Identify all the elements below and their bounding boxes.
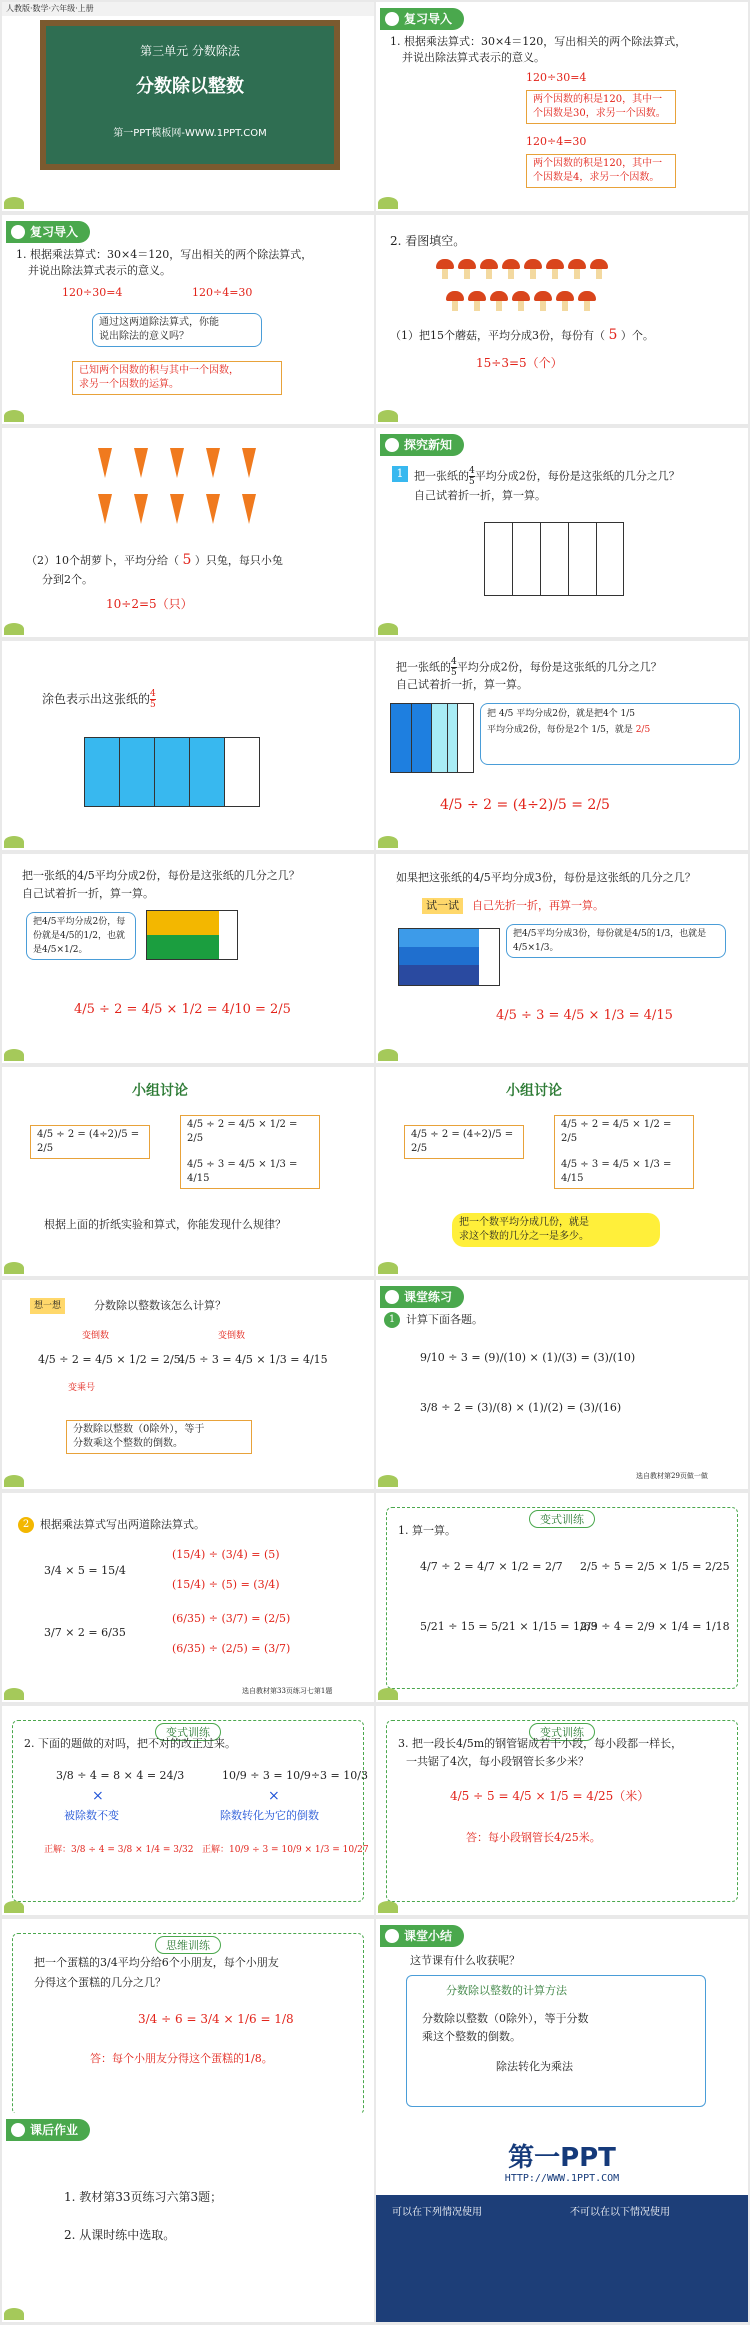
fold-line (447, 704, 448, 772)
question-text: 把一张纸的4/5平均分成2份，每份是这张纸的几分之几？ (22, 869, 300, 882)
homework-1: 1. 教材第33页练习六第3题； (64, 2190, 223, 2204)
mushroom-icon (446, 291, 464, 311)
explain-2a: 平均分成2份，每份是2个 (487, 725, 589, 735)
question-text-2: 自己试着折一折，算一算。 (396, 678, 528, 691)
slide-color-paper (2, 641, 374, 850)
section-tag: 探究新知 (380, 434, 464, 456)
div-3: (6/35) ÷ (3/7) = (2/5) (172, 1612, 291, 1625)
variant-badge: 变式训练 (529, 1510, 595, 1528)
meaning-2a: 两个因数的积是120，其中一 (533, 158, 663, 169)
equation: 3/4 ÷ 6 = 3/4 × 1/6 = 1/8 (138, 2012, 294, 2026)
calc-d: 2/9 ÷ 4 = 2/9 × 1/4 = 1/18 (580, 1620, 730, 1633)
fix-2: 正解：10/9 ÷ 3 = 10/9 × 1/3 = 10/27 (202, 1845, 369, 1855)
slide-explore-2 (376, 641, 748, 850)
question-text-2: 自己试着折一折，算一算。 (414, 489, 546, 502)
bubble-1b: 说出除法的意义吗？ (99, 331, 189, 342)
question-text: 计算下面各题。 (406, 1313, 483, 1326)
grass-decoration (376, 1469, 404, 1489)
try-text: 自己先折一折，再算一算。 (472, 899, 604, 912)
question-text-2: 并说出除法算式表示的意义。 (28, 264, 171, 277)
explain-1a: 把 (487, 709, 497, 719)
fold-line (540, 522, 541, 596)
carrot-icon (242, 494, 256, 524)
slide-carrots (2, 428, 374, 637)
carrot-icon (170, 494, 184, 524)
summary-title: 分数除以整数的计算方法 (446, 1984, 567, 1997)
rule-2: 乘这个整数的倒数。 (422, 2030, 521, 2043)
rule-box (66, 1420, 252, 1454)
eq-box-a: 4/5 ÷ 2 = (4÷2)/5 = 2/5 (404, 1125, 524, 1159)
question-text: 1. 算一算。 (398, 1524, 456, 1537)
slide-title (2, 2, 374, 211)
div-4: (6/35) ÷ (2/5) = (3/7) (172, 1642, 291, 1655)
frac-den: 5 (469, 477, 475, 487)
equation: 4/5 ÷ 3 = 4/5 × 1/3 = 4/15 (496, 1008, 673, 1023)
mushroom-icon (534, 291, 552, 311)
fill-suffix: ）个。 (620, 329, 654, 342)
number-badge: 2 (18, 1517, 34, 1533)
div-2: (15/4) ÷ (5) = (3/4) (172, 1578, 280, 1591)
section-tag: 复习导入 (380, 8, 464, 30)
frac-num: 4 (451, 657, 457, 667)
fill-answer: 5 (608, 327, 618, 343)
grass-decoration (376, 617, 404, 637)
mushroom-icon (524, 259, 542, 279)
explain-1b: 平均分成2份，就是把4个 (516, 709, 618, 719)
frac-den: 5 (150, 700, 156, 710)
site-label: 第一PPT模板网-WWW.1PPT.COM (113, 128, 267, 139)
slide-mushrooms (376, 215, 748, 424)
grass-decoration (2, 1043, 30, 1063)
eq-box-a: 4/5 ÷ 2 = (4÷2)/5 = 2/5 (30, 1125, 150, 1159)
equation-2: 4/5 ÷ 3 = 4/5 × 1/3 = 4/15 (178, 1353, 328, 1366)
grass-decoration (2, 1895, 30, 1915)
footer-col-1: 可以在下列情况使用 (392, 2207, 482, 2218)
paper-shape (484, 522, 624, 596)
div-1: (15/4) ÷ (3/4) = (5) (172, 1548, 280, 1561)
question-text: 3. 把一段长4/5m的钢管锯成若干小段，每小段都一样长， (398, 1737, 683, 1750)
explain-bubble: 把4/5平均分成2份，每份就是4/5的1/2，也就是4/5×1/2。 (26, 912, 136, 960)
green-region (147, 935, 219, 959)
frac-den: 5 (451, 668, 457, 678)
chalkboard (40, 20, 340, 170)
comment-2: 除数转化为它的倒数 (220, 1809, 319, 1822)
bubble-2a: 已知两个因数的积与其中一个因数， (79, 365, 239, 376)
explain-box (480, 703, 740, 765)
eq-c: 4/5 ÷ 3 = 4/5 × 1/3 = 4/15 (561, 1159, 672, 1184)
fill-line-2: 分到2个。 (42, 573, 93, 586)
mushroom-icon (578, 291, 596, 311)
light-region (431, 704, 457, 772)
equation-2: 120÷4=30 (192, 286, 253, 299)
slide-explore-3 (2, 854, 374, 1063)
bubble-2b: 求另一个因数的运算。 (79, 379, 179, 390)
number-badge: 1 (392, 466, 408, 482)
question-text-2: 分得这个蛋糕的几分之几？ (34, 1976, 166, 1989)
carrot-icon (170, 448, 184, 478)
meaning-box-2 (526, 154, 676, 188)
try-label: 试一试 (422, 898, 463, 914)
equation-1: 120÷30=4 (62, 286, 123, 299)
insight-2: 求这个数的几分之一是多少。 (459, 1231, 589, 1242)
mushroom-icon (512, 291, 530, 311)
blue-row (399, 965, 479, 985)
grass-decoration (376, 830, 404, 850)
fill-suffix: ）只兔，每只小兔 (194, 554, 283, 567)
calc-a: 4/7 ÷ 2 = 4/7 × 1/2 = 2/7 (420, 1560, 563, 1573)
mushroom-icon (458, 259, 476, 279)
equation: 10÷2=5（只） (106, 597, 193, 611)
slide-explore-1 (376, 428, 748, 637)
question-text: 根据乘法算式写出两道除法算式。 (40, 1518, 205, 1531)
think-label: 想一想 (30, 1298, 65, 1314)
grass-decoration (376, 1682, 404, 1702)
q-prefix: 把一张纸的 (396, 660, 451, 674)
mushroom-icon (468, 291, 486, 311)
fold-line (568, 522, 569, 596)
comment-1: 被除数不变 (64, 1809, 119, 1822)
fix-1: 正解：3/8 ÷ 4 = 3/8 × 1/4 = 3/32 (44, 1845, 194, 1855)
meaning-1b: 个因数是30，求另一个因数。 (533, 108, 666, 119)
mushroom-icon (590, 259, 608, 279)
fold-line (189, 738, 190, 806)
eq-c: 4/5 ÷ 3 = 4/5 × 1/3 = 4/15 (187, 1159, 298, 1184)
bubble-1a: 通过这两道除法算式，你能 (99, 317, 219, 328)
grass-decoration (2, 1469, 30, 1489)
homework-2: 2. 从课时练中选取。 (64, 2228, 176, 2242)
eq-box-bc (554, 1115, 694, 1189)
answer: 答：每小段钢管长4/25米。 (466, 1831, 601, 1844)
question-text: 这节课有什么收获呢？ (410, 1954, 520, 1967)
fold-line (119, 738, 120, 806)
rule-1: 分数除以整数（0除外），等于分数 (422, 2012, 589, 2025)
fill-answer: 5 (182, 552, 192, 568)
source-note: 选自教材第29页做一做 (636, 1472, 708, 1480)
explain-1: 把 4/5 平均分成2份，就是把4个 1/5 (487, 709, 636, 719)
calc-row-1: 9/10 ÷ 3 = (9)/(10) × (1)/(3) = (3)/(10) (420, 1351, 636, 1364)
fold-line (431, 704, 432, 772)
grass-decoration (2, 2302, 30, 2322)
footer-url: HTTP://WWW.1PPT.COM (504, 2173, 620, 2184)
wrong-mark-1: × (92, 1788, 104, 1804)
instruction-text: 涂色表示出这张纸的 (42, 692, 151, 706)
variant-badge: 变式训练 (155, 1723, 221, 1741)
footer-logo: 第一PPT (508, 2143, 616, 2173)
grass-decoration (2, 830, 30, 850)
slide-variant-3 (376, 1706, 748, 1915)
question-bubble (92, 313, 262, 347)
question-text (396, 657, 662, 678)
wrong-2: 10/9 ÷ 3 = 10/9÷3 = 10/3 (222, 1769, 368, 1782)
grass-decoration (2, 617, 30, 637)
meaning-1a: 两个因数的积是120，其中一 (533, 94, 663, 105)
rule-2: 分数乘这个整数的倒数。 (73, 1438, 183, 1449)
fold-line (154, 738, 155, 806)
grass-decoration (2, 404, 30, 424)
footer-panel (376, 2195, 748, 2322)
mushroom-icon (480, 259, 498, 279)
section-tag: 课后作业 (6, 2119, 90, 2141)
paper-shape (398, 928, 500, 986)
grass-decoration (376, 1256, 404, 1276)
fold-line (457, 704, 458, 772)
mult-2: 3/7 × 2 = 6/35 (44, 1626, 126, 1639)
label-reciprocal-1: 变倒数 (82, 1331, 110, 1341)
grass-decoration (2, 1256, 30, 1276)
equation: 4/5 ÷ 2 = (4÷2)/5 = 2/5 (440, 797, 610, 813)
mushroom-icon (556, 291, 574, 311)
carrot-icon (98, 494, 112, 524)
calc-b: 2/5 ÷ 5 = 2/5 × 1/5 = 2/25 (580, 1560, 730, 1573)
explain-2: 平均分成2份，每份是2个 1/5，就是 2/5 (487, 725, 651, 735)
yellow-region (147, 911, 219, 935)
wrong-1: 3/8 ÷ 4 = 8 × 4 = 24/3 (56, 1769, 185, 1782)
slide-review-1 (376, 2, 748, 211)
answer-box (72, 361, 282, 395)
header-label: 人教版·数学·六年级·上册 (2, 2, 374, 16)
slide-practice-1 (376, 1280, 748, 1489)
explain-bubble: 把4/5平均分成3份，每份就是4/5的1/3，也就是4/5×1/3。 (506, 924, 726, 958)
section-tag: 复习导入 (6, 221, 90, 243)
eq-box-bc (180, 1115, 320, 1189)
explain-result: 2/5 (635, 725, 651, 735)
grass-decoration (376, 191, 404, 211)
question-text-2: 一共锯了4次，每小段钢管长多少米？ (406, 1755, 589, 1768)
question-text: 把一个蛋糕的3/4平均分给6个小朋友，每个小朋友 (34, 1956, 279, 1969)
question-text: 分数除以整数该怎么计算？ (94, 1299, 226, 1312)
grass-decoration (2, 1682, 30, 1702)
slide-explore-4 (376, 854, 748, 1063)
group-title: 小组讨论 (132, 1083, 188, 1099)
frac-num: 4 (469, 466, 475, 476)
carrot-icon (206, 448, 220, 478)
grass-decoration (376, 1895, 404, 1915)
paper-shape (84, 737, 260, 807)
blue-row (399, 929, 479, 947)
fold-line (512, 522, 513, 596)
equation: 4/5 ÷ 5 = 4/5 × 1/5 = 4/25（米） (450, 1789, 650, 1803)
thinking-badge: 思维训练 (155, 1936, 221, 1954)
insight-1: 把一个数平均分成几份，就是 (459, 1217, 589, 1228)
fill-line (390, 327, 654, 344)
slide-homework (2, 2113, 374, 2322)
slide-group-2 (376, 1067, 748, 1276)
equation-2: 120÷4=30 (526, 135, 587, 148)
slide-group-1 (2, 1067, 374, 1276)
grass-decoration (376, 1043, 404, 1063)
label-multiply: 变乘号 (68, 1383, 96, 1393)
instruction (42, 689, 156, 710)
equation: 15÷3=5（个） (476, 356, 563, 370)
q-suffix: 平均分成2份，每份是这张纸的几分之几？ (474, 469, 680, 483)
question-text: 如果把这张纸的4/5平均分成3份，每份是这张纸的几分之几？ (396, 871, 696, 884)
slide-variant-2 (2, 1706, 374, 1915)
question-text: 根据上面的折纸实验和算式，你能发现什么规律？ (44, 1218, 286, 1231)
question-text: 2. 下面的题做的对吗，把不对的改正过来。 (24, 1737, 236, 1750)
grass-decoration (2, 191, 30, 211)
section-tag: 课堂练习 (380, 1286, 464, 1308)
fold-line (224, 738, 225, 806)
shaded-region (85, 738, 225, 806)
paper-shape (390, 703, 474, 773)
source-note: 选自教材第33页练习七第1题 (242, 1687, 333, 1695)
fill-prefix: （2）10个胡萝卜，平均分给（ (26, 554, 179, 567)
fill-line (26, 552, 283, 569)
carrot-icon (134, 494, 148, 524)
answer: 答：每个小朋友分得这个蛋糕的1/8。 (90, 2052, 273, 2065)
slide-review-2 (2, 215, 374, 424)
group-title: 小组讨论 (506, 1083, 562, 1099)
rule-1: 分数除以整数（0除外），等于 (73, 1424, 205, 1435)
q-prefix: 把一张纸的 (414, 469, 469, 483)
carrot-icon (98, 448, 112, 478)
slide-thinking (2, 1919, 374, 2128)
mushroom-icon (436, 259, 454, 279)
carrot-icon (206, 494, 220, 524)
number-badge: 1 (384, 1312, 400, 1328)
question-text: 2. 看图填空。 (390, 234, 466, 248)
wrong-mark-2: × (268, 1788, 280, 1804)
slide-summary (376, 1919, 748, 2128)
blue-row (399, 947, 479, 965)
rule-3: 除法转化为乘法 (496, 2060, 573, 2073)
slide-practice-2 (2, 1493, 374, 1702)
question-text: 1. 根据乘法算式：30×4＝120，写出相关的两个除法算式， (16, 248, 313, 261)
mushroom-icon (490, 291, 508, 311)
mushroom-icon (568, 259, 586, 279)
question-text-2: 自己试着折一折，算一算。 (22, 887, 154, 900)
fold-line (596, 522, 597, 596)
insight-bubble (452, 1213, 660, 1247)
explain-2b: ，就是 (605, 725, 633, 735)
frac-num: 4 (150, 689, 156, 699)
variant-badge: 变式训练 (529, 1723, 595, 1741)
page-title: 分数除以整数 (136, 76, 244, 97)
meaning-box-1 (526, 90, 676, 124)
q-suffix: 平均分成2份，每份是这张纸的几分之几？ (456, 660, 662, 674)
meaning-2b: 个因数是4，求另一个因数。 (533, 172, 660, 183)
question-text: 1. 根据乘法算式：30×4＝120，写出相关的两个除法算式， (390, 35, 687, 48)
slide-variant-1 (376, 1493, 748, 1702)
calc-row-2: 3/8 ÷ 2 = (3)/(8) × (1)/(2) = (3)/(16) (420, 1401, 622, 1414)
question-text (414, 466, 680, 487)
footer-slide (376, 2113, 748, 2322)
slide-method (2, 1280, 374, 1489)
equation-1: 120÷30=4 (526, 71, 587, 84)
grass-decoration (376, 404, 404, 424)
footer-col-2: 不可以在以下情况使用 (570, 2207, 670, 2218)
question-text-2: 并说出除法算式表示的意义。 (402, 51, 545, 64)
carrot-icon (134, 448, 148, 478)
fill-prefix: （1）把15个蘑菇，平均分成3份，每份有（ (390, 329, 605, 342)
section-tag: 课堂小结 (380, 1925, 464, 1947)
equation-1: 4/5 ÷ 2 = 4/5 × 1/2 = 2/5 (38, 1353, 181, 1366)
mushroom-icon (546, 259, 564, 279)
fold-line (411, 704, 412, 772)
carrot-icon (242, 448, 256, 478)
mushroom-icon (502, 259, 520, 279)
eq-b: 4/5 ÷ 2 = 4/5 × 1/2 = 2/5 (187, 1119, 298, 1144)
equation: 4/5 ÷ 2 = 4/5 × 1/2 = 4/10 = 2/5 (74, 1002, 291, 1017)
label-reciprocal-2: 变倒数 (218, 1331, 246, 1341)
calc-c: 5/21 ÷ 15 = 5/21 × 1/15 = 1/63 (420, 1620, 598, 1633)
eq-b: 4/5 ÷ 2 = 4/5 × 1/2 = 2/5 (561, 1119, 672, 1144)
mult-1: 3/4 × 5 = 15/4 (44, 1564, 126, 1577)
paper-shape (146, 910, 238, 960)
unit-label: 第三单元 分数除法 (140, 44, 240, 58)
